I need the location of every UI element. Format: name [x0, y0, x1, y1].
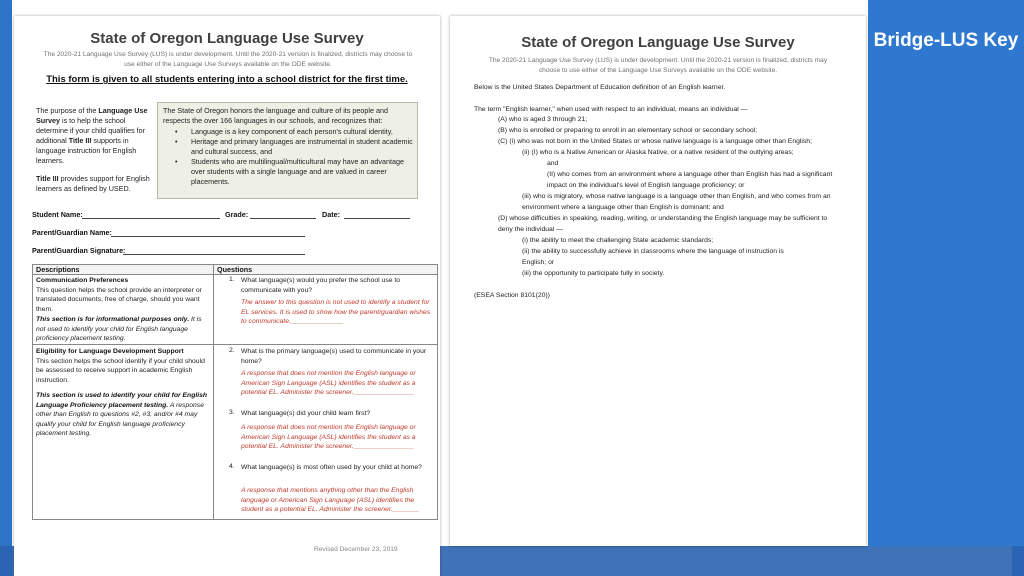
- q4-text: What language(s) is most often used by your child at home?: [241, 464, 422, 471]
- def-line-d-ii-cont: English; or: [522, 259, 555, 266]
- column-divider: [213, 265, 214, 519]
- survey-subtitle: The 2020-21 Language Use Survey (LUS) is under development. Until the 2020-21 version is finalized, districts may choose to use either of the Language Use Surveys available on the ODE website.: [43, 51, 413, 68]
- def-line-a: (A) who is aged 3 through 21;: [498, 116, 588, 123]
- def-line-c-ii: (ii) (I) who is a Native American or Alaska Native, or a native resident of the outlying areas;: [522, 149, 794, 156]
- comm-pref-note: This section is for informational purposes only. It is not used to identify your child for English language proficiency placement testing.: [36, 316, 202, 343]
- descriptions-header: Descriptions: [36, 265, 80, 274]
- q4-number: 4.: [229, 463, 235, 470]
- guardian-signature-label: Parent/Guardian Signature:: [32, 246, 126, 255]
- survey-title: State of Oregon Language Use Survey: [90, 30, 364, 47]
- grade-field[interactable]: [250, 218, 316, 219]
- definition-term: The term "English learner," when used with respect to an individual, means an individual —: [474, 106, 748, 113]
- title-iii-text: Title III provides support for English learners as defined by USED.: [36, 174, 150, 193]
- guardian-name-field[interactable]: [111, 236, 305, 237]
- q1-number: 1.: [229, 276, 235, 283]
- q1-note: The answer to this question is not used to identify a student for EL services. It is used to show how the parent/guardian wishes to communicate.______________: [241, 299, 431, 326]
- def-line-c: (C) (i) who was not born in the United States or whose native language is a language other than English;: [498, 138, 812, 145]
- questions-header: Questions: [217, 265, 253, 274]
- definition-page: [450, 16, 866, 546]
- revised-date: Revised December 23, 2019: [314, 546, 398, 553]
- honors-list: [163, 127, 413, 187]
- comm-pref-desc: Communication Preferences This question helps the school provide an interpreter or translated documents, free of charge, should you want them.: [36, 277, 202, 313]
- student-name-label: Student Name:: [32, 210, 83, 219]
- key-panel: [868, 0, 1024, 546]
- q2-note: A response that does not mention the English language or American Sign Language (ASL) identifies the student as a potential EL. Administer the screener.________________: [241, 370, 416, 397]
- q2-number: 2.: [229, 347, 235, 354]
- def-line-c-iii-cont: environment where a language other than English is dominant; and: [522, 204, 724, 211]
- def-line-b: (B) who is enrolled or preparing to enroll in an elementary school or secondary school;: [498, 127, 758, 134]
- survey-table: [32, 264, 438, 520]
- definition-lead: Below is the United States Department of Education definition of an English learner.: [474, 84, 726, 91]
- student-name-field[interactable]: [82, 218, 220, 219]
- grade-label: Grade:: [225, 210, 249, 219]
- eligibility-note: This section is used to identify your child for English Language Proficiency placement testing. A response other than English to questions #2, #3, and/or #4 may qualify your child for English language proficiency placement testing.: [36, 392, 208, 438]
- date-label: Date:: [322, 210, 340, 219]
- def-line-c-ii-II: (II) who comes from an environment where a language other than English has had a significant: [547, 171, 833, 178]
- honors-intro: The State of Oregon honors the language and culture of its people and respects the over 166 languages in our schools, and recognizes that:: [163, 106, 388, 125]
- guardian-signature-field[interactable]: [123, 254, 305, 255]
- slide-title: Bridge-LUS Key: [873, 30, 1019, 51]
- row-divider: [33, 344, 437, 345]
- q4-note: A response that mentions anything other than the English language or American Sign Language (ASL) identifies the student as a potential EL. Administer the screener._______: [241, 487, 420, 514]
- left-accent-bar: [0, 0, 12, 576]
- honors-box: [157, 102, 418, 199]
- list-item: • Students who are multilingual/multicultural may have an advantage over students with a single language and are valued in career placements.: [163, 157, 413, 187]
- def-line-d-ii: (ii) the ability to successfully achieve in classrooms where the language of instruction is: [522, 248, 784, 255]
- def-line-d: (D) whose difficulties in speaking, reading, writing, or understanding the English language may be sufficient to: [498, 215, 828, 222]
- def-line-d-cont: deny the individual —: [498, 226, 563, 233]
- definition-title: State of Oregon Language Use Survey: [521, 34, 795, 51]
- survey-banner: This form is given to all students entering into a school district for the first time.: [46, 74, 408, 85]
- guardian-name-label: Parent/Guardian Name:: [32, 228, 112, 237]
- q3-number: 3.: [229, 409, 235, 416]
- purpose-text: The purpose of the Language Use Survey is to help the school determine if your child qualifies for additional Title III supports in language instruction for English learners.: [36, 106, 148, 165]
- def-line-c-iii: (iii) who is migratory, whose native language is a language other than English, and who comes from an: [522, 193, 831, 200]
- q3-text: What language(s) did your child learn first?: [241, 410, 371, 417]
- definition-subtitle: The 2020-21 Language Use Survey (LUS) is under development. Until the 2020-21 version is finalized, districts may choose to use either of the Language Use Surveys available on the ODE website.: [488, 57, 828, 74]
- definition-citation: (ESEA Section 8101(20)): [474, 292, 550, 299]
- list-item: • Heritage and primary languages are instrumental in student academic and cultural success, and: [163, 137, 413, 157]
- survey-page: [14, 16, 440, 576]
- eligibility-desc: Eligibility for Language Development Support This section helps the school identify if your child should be assessed to receive support in academic English instruction.: [36, 348, 205, 384]
- q3-note: A response that does not mention the English language or American Sign Language (ASL) identifies the student as a potential EL. Administer the screener.________________: [241, 424, 416, 451]
- list-item: • Language is a key component of each person's cultural identity,: [163, 127, 413, 137]
- def-line-d-iii: (iii) the opportunity to participate fully in society.: [522, 270, 665, 277]
- q2-text: What is the primary language(s) used to communicate in your home?: [241, 348, 427, 365]
- def-line-d-i: (i) the ability to meet the challenging State academic standards;: [522, 237, 714, 244]
- def-line-c-ii-II-cont: impact on the individual's level of English language proficiency; or: [547, 182, 745, 189]
- q1-text: What language(s) would you prefer the school use to communicate with you?: [241, 277, 401, 294]
- date-field[interactable]: [344, 218, 410, 219]
- def-line-and: and: [547, 160, 559, 167]
